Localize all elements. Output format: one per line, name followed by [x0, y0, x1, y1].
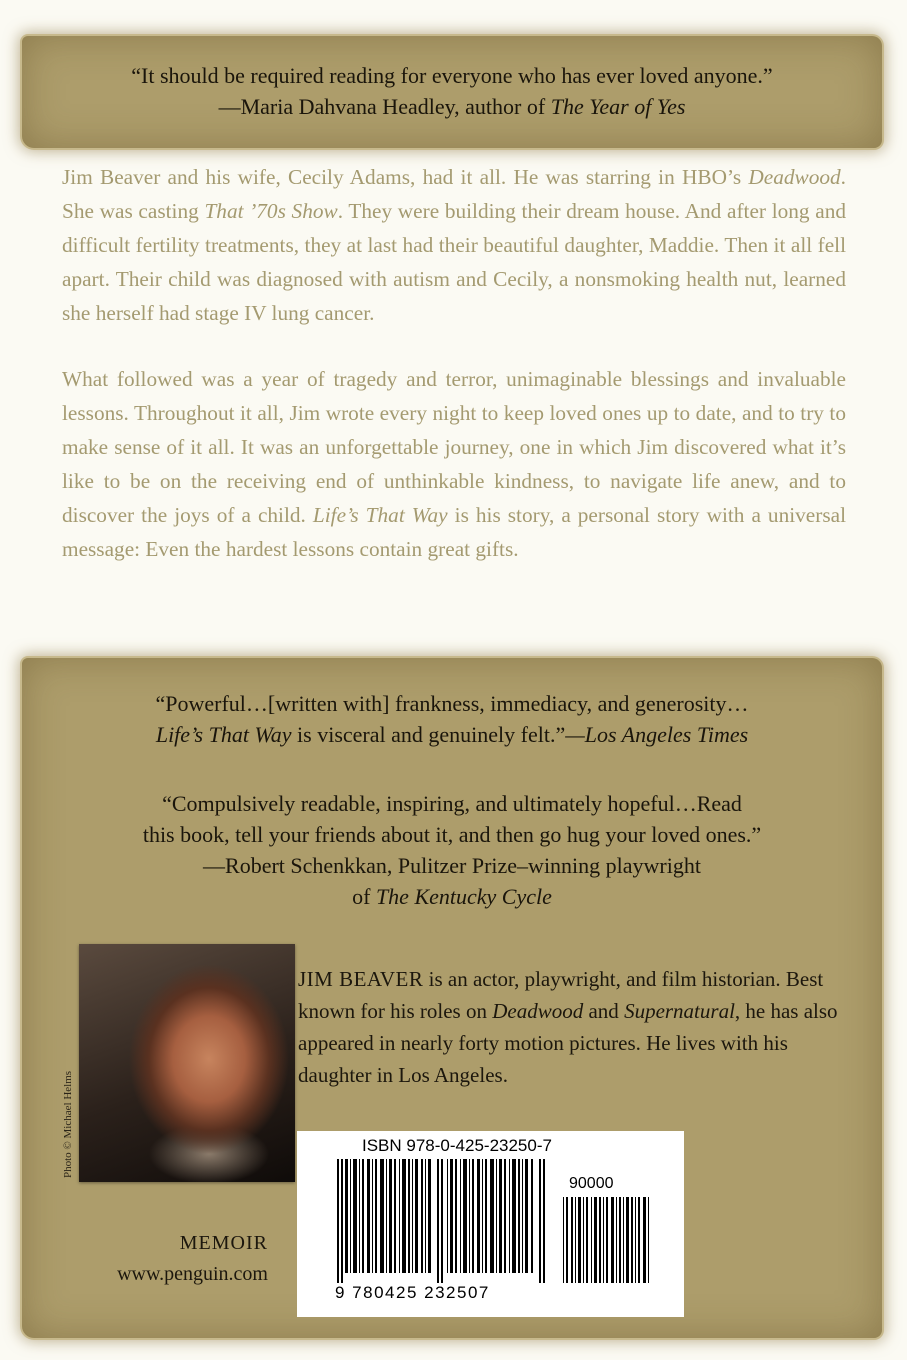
bottom-panel	[22, 658, 882, 1338]
review-schenkkan-line1: “Compulsively readable, inspiring, and ultimately hopeful…Read	[162, 791, 742, 816]
top-quote	[22, 60, 882, 122]
review-la-times-line2: Life’s That Way is visceral and genuinely felt.”—Los Angeles Times	[155, 722, 749, 747]
review-la-times-line1: “Powerful…[written with] frankness, immediacy, and generosity…	[155, 691, 749, 716]
barcode-box	[297, 1131, 684, 1317]
top-quote-book-title: The Year of Yes	[550, 94, 686, 119]
review-schenkkan	[22, 788, 882, 912]
top-quote-text: “It should be required reading for everyone who has ever loved anyone.”	[131, 63, 773, 88]
top-quote-band	[22, 36, 882, 148]
author-photo	[79, 944, 295, 1182]
review-la-times	[22, 688, 882, 750]
blurb-paragraph-2: What followed was a year of tragedy and terror, unimaginable blessings and invaluable lessons. Throughout it all, Jim wrote every night to keep loved ones up to date, and to try to make sense of it all. It was an unforgettable journey, one in which Jim discovered what it’s like to be on the receiving end of unthinkable kindness, to navigate life anew, and to discover the joys of a child. Life’s That Way is his story, a personal story with a universal message: Even the hardest lessons contain great gifts.	[62, 367, 846, 561]
barcode-main	[337, 1159, 547, 1283]
category-label: MEMOIR	[179, 1232, 268, 1254]
review-schenkkan-line2: this book, tell your friends about it, and then go hug your loved ones.”	[142, 822, 762, 847]
blurb-paragraph-1: Jim Beaver and his wife, Cecily Adams, had it all. He was starring in HBO’s Deadwood. She was casting That ’70s Show. They were building their dream house. And after long and difficult fertility treatments, they at last had their beautiful daughter, Maddie. Then it all fell apart. Their child was diagnosed with autism and Cecily, a nonsmoking health nut, learned she herself had stage IV lung cancer.	[62, 165, 846, 325]
photo-credit: Photo © Michael Helms	[62, 1070, 74, 1178]
author-name: JIM BEAVER	[298, 967, 424, 991]
barcode-addon	[563, 1197, 651, 1283]
top-quote-attribution: —Maria Dahvana Headley, author of The Year of Yes	[218, 94, 686, 119]
review-schenkkan-line3: —Robert Schenkkan, Pulitzer Prize–winning playwright	[203, 853, 701, 878]
author-bio: JIM BEAVER is an actor, playwright, and film historian. Best known for his roles on Deadwood and Supernatural, he has also appeared in nearly forty motion pictures. He lives with his daughter in Los Angeles.	[298, 967, 838, 1087]
publisher-website[interactable]: www.penguin.com	[117, 1263, 268, 1285]
barcode-digits: 9 780425 232507	[335, 1283, 490, 1302]
review-schenkkan-line4: of The Kentucky Cycle	[352, 884, 552, 909]
price-code: 90000	[569, 1175, 614, 1192]
blurb	[62, 160, 846, 566]
isbn-label: ISBN 978-0-425-23250-7	[362, 1136, 552, 1155]
